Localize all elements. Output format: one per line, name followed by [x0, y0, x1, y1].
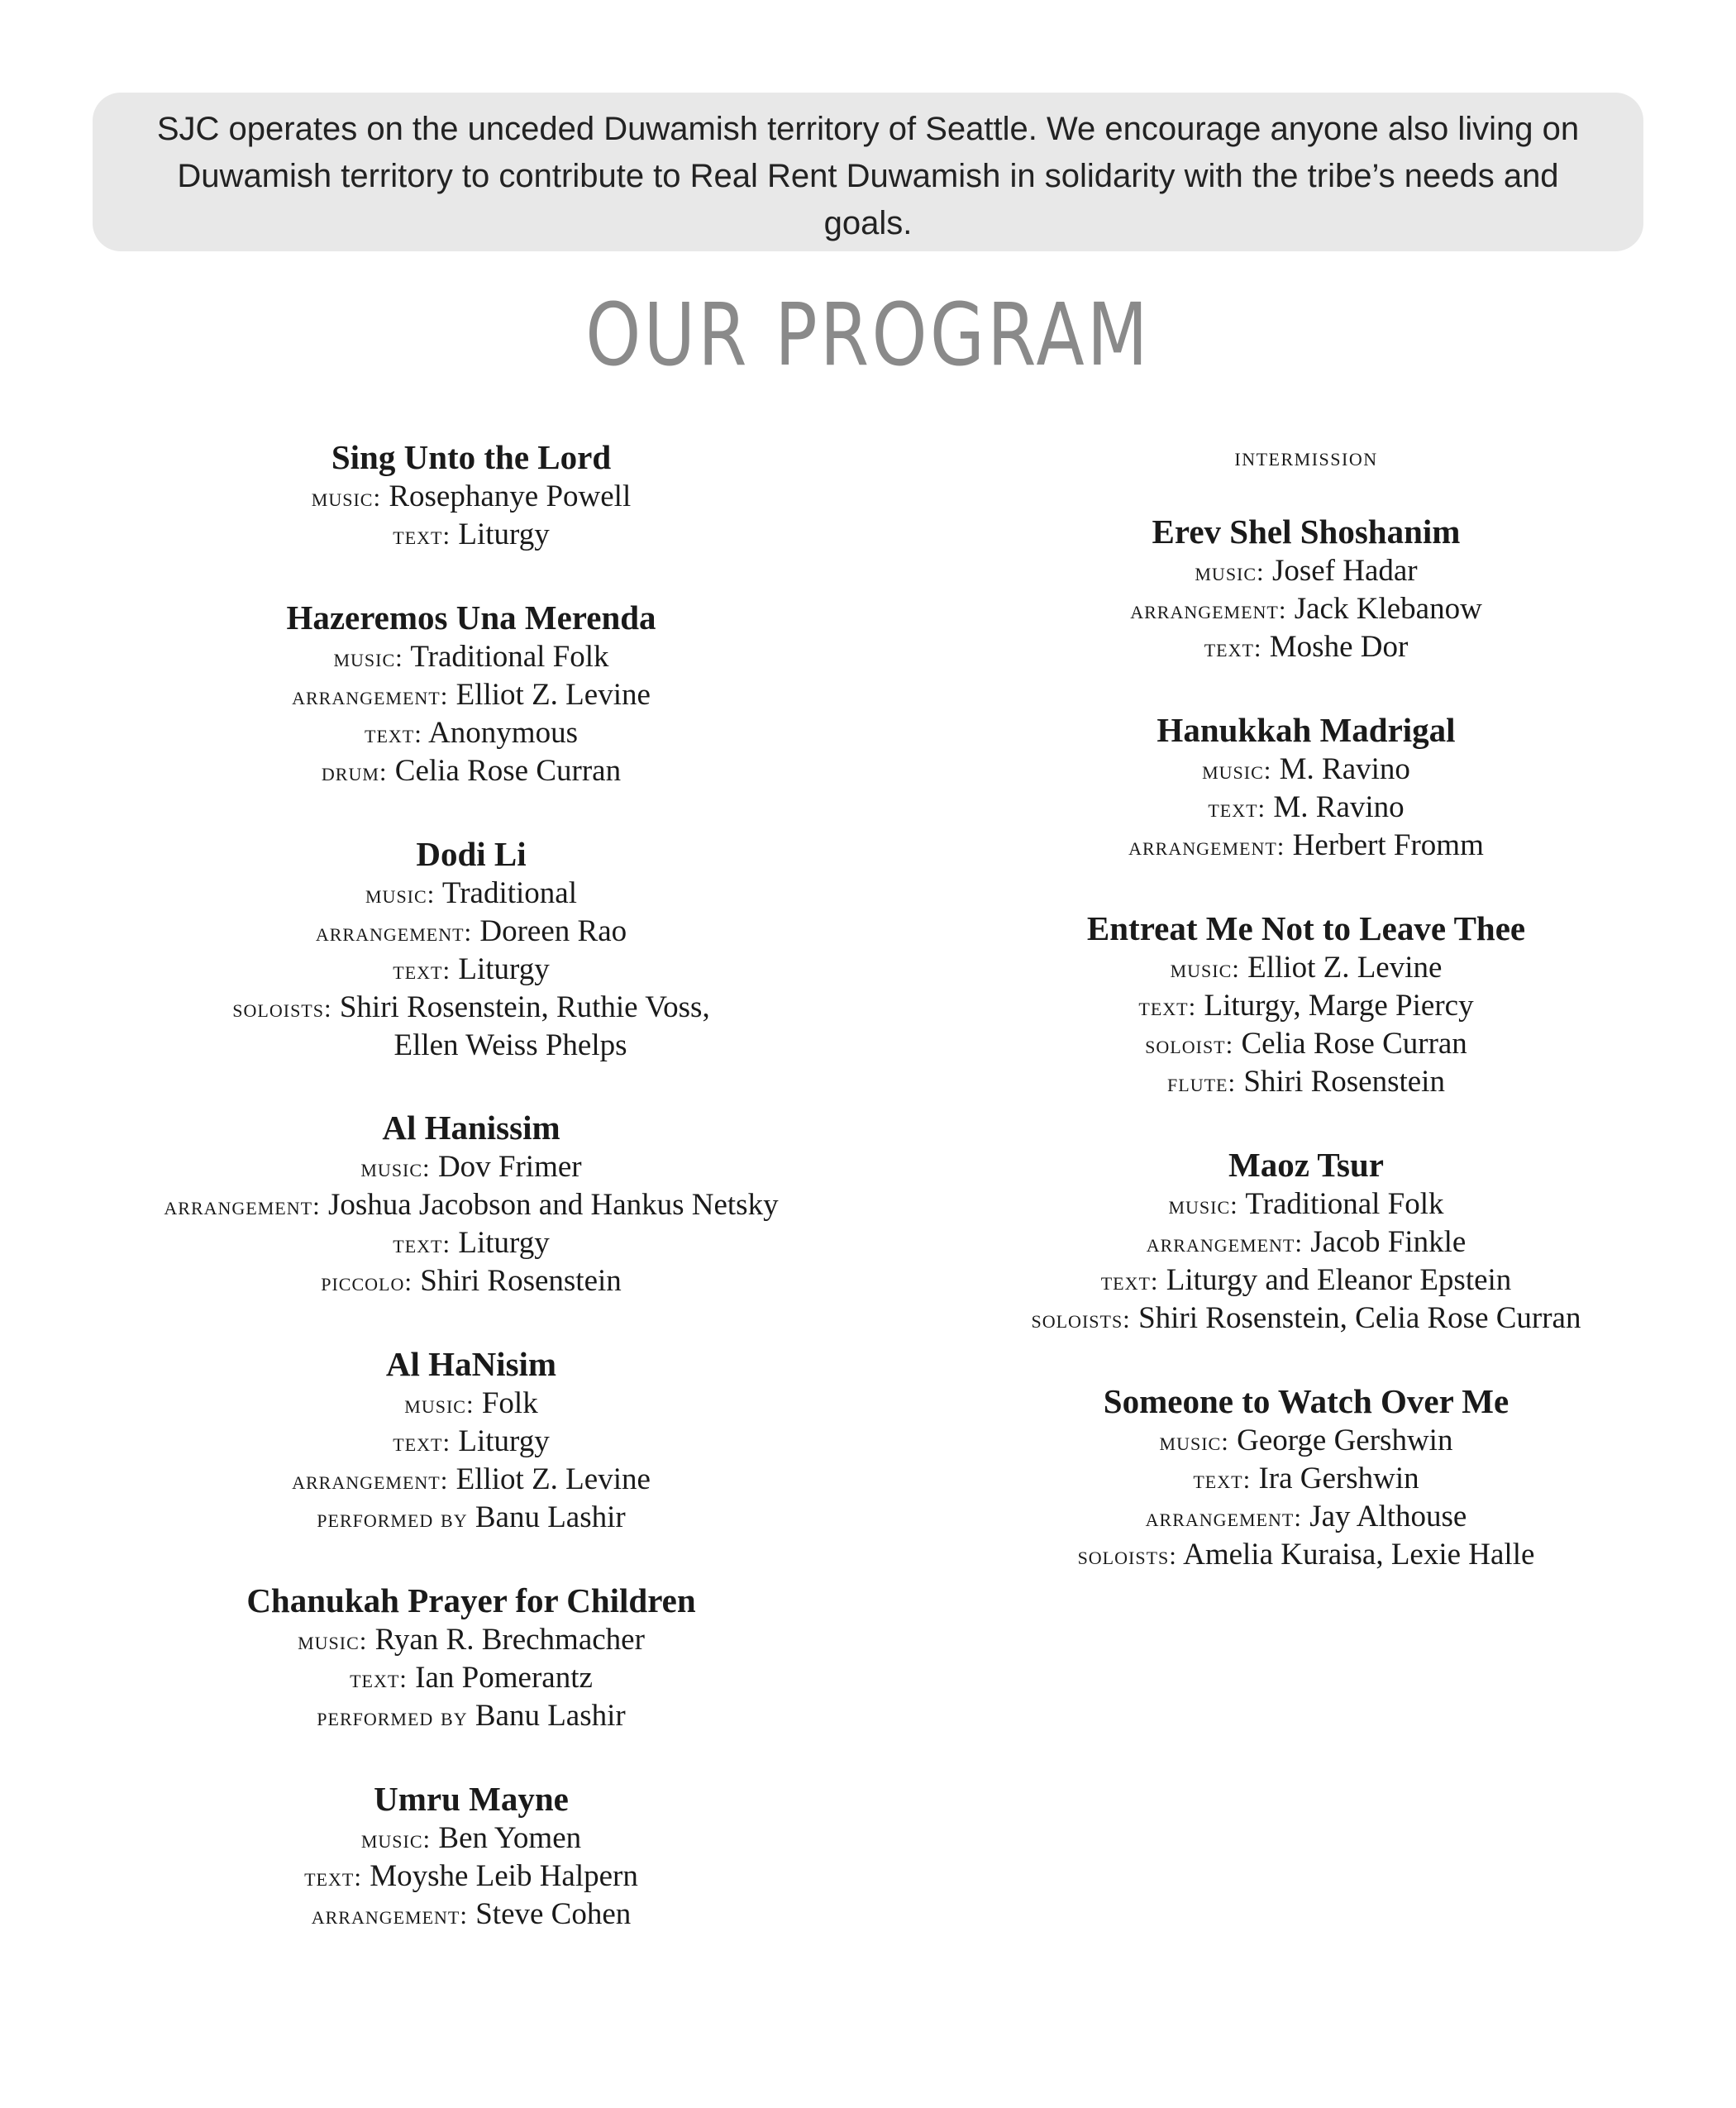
piece-credit [124, 516, 818, 554]
credit-name: Liturgy [458, 1424, 550, 1458]
piece-title: Chanukah Prayer for Children [246, 1581, 696, 1619]
program-piece [124, 1343, 818, 1537]
credit-role: arrangement: [1130, 595, 1287, 624]
piece-credit [124, 638, 818, 676]
piece-title: Al HaNisim [385, 1345, 557, 1383]
piece-credit [124, 1697, 818, 1735]
credit-name: Liturgy [458, 952, 550, 986]
credit-role: soloists: [1031, 1304, 1131, 1333]
credit-role: text: [1204, 633, 1262, 662]
piece-title: Hazeremos Una Merenda [286, 599, 656, 637]
credit-name: Traditional Folk [410, 640, 609, 674]
credit-role: text: [1100, 1266, 1159, 1295]
program-piece [124, 1107, 818, 1300]
credit-name: M. Ravino [1273, 790, 1405, 824]
credit-name: Ira Gershwin [1258, 1462, 1419, 1495]
piece-credit [959, 1536, 1653, 1574]
credit-role: text: [393, 1229, 451, 1258]
credit-role: text: [1138, 992, 1197, 1021]
credit-name: Steve Cohen [475, 1897, 632, 1931]
credit-name: Traditional [441, 876, 577, 910]
credit-name: Joshua Jacobson and Hankus Netsky [327, 1188, 779, 1222]
credit-name: Liturgy [458, 1226, 550, 1260]
credit-role: music: [404, 1390, 475, 1419]
program-piece [124, 1778, 818, 1934]
credit-role: arrangement: [292, 1466, 449, 1495]
piece-title: Entreat Me Not to Leave Thee [1086, 909, 1526, 947]
piece-credit [959, 751, 1653, 789]
credit-name: Liturgy and Eleanor Epstein [1166, 1263, 1512, 1297]
credit-name: Banu Lashir [475, 1699, 626, 1733]
piece-credit [124, 1027, 818, 1064]
piece-credit [124, 1262, 818, 1300]
piece-credit [959, 1300, 1653, 1338]
credit-name: Moyshe Leib Halpern [370, 1859, 638, 1893]
piece-credit [959, 1063, 1653, 1101]
piece-title: Umru Mayne [374, 1780, 569, 1818]
piece-credit [124, 1385, 818, 1423]
credit-role: text: [304, 1862, 362, 1891]
credit-name: Elliot Z. Levine [455, 678, 651, 712]
intermission-label: intermission [1234, 442, 1378, 471]
piece-credit [124, 1659, 818, 1697]
piece-credit [959, 1422, 1653, 1460]
piece-title: Erev Shel Shoshanim [1152, 513, 1461, 551]
piece-credit [959, 1185, 1653, 1223]
credit-name: Ian Pomerantz [415, 1661, 593, 1695]
credit-role: text: [393, 1428, 451, 1457]
credit-role: soloists: [232, 994, 332, 1023]
piece-credit [959, 1025, 1653, 1063]
piece-credit [124, 676, 818, 714]
program-piece [959, 709, 1653, 865]
piece-credit [959, 628, 1653, 666]
credit-role: arrangement: [1128, 832, 1285, 861]
piece-title: Maoz Tsur [1228, 1146, 1384, 1184]
credit-name: Jack Klebanow [1294, 592, 1482, 626]
piece-credit [124, 1186, 818, 1224]
credit-name: Shiri Rosenstein [1243, 1065, 1445, 1099]
credit-role: soloists: [1077, 1541, 1177, 1570]
piece-credit [959, 552, 1653, 590]
credit-role: performed by [317, 1702, 468, 1731]
credit-name: Liturgy [458, 517, 550, 551]
credit-name: Ellen Weiss Phelps [393, 1028, 627, 1062]
piece-title: Hanukkah Madrigal [1157, 711, 1456, 749]
credit-role: arrangement: [315, 918, 473, 947]
credit-name: Doreen Rao [479, 914, 627, 948]
credit-name: Folk [481, 1386, 538, 1420]
program-piece [124, 1580, 818, 1735]
credit-role: music: [298, 1626, 368, 1655]
credit-role: text: [393, 521, 451, 550]
piece-credit [124, 1423, 818, 1461]
piece-credit [124, 1858, 818, 1896]
program-piece [124, 436, 818, 554]
piece-credit [959, 1223, 1653, 1261]
piece-credit [959, 949, 1653, 987]
credit-name: Shiri Rosenstein [420, 1264, 622, 1298]
credit-role: music: [311, 483, 382, 512]
credit-name: Elliot Z. Levine [455, 1462, 651, 1496]
credit-name: Liturgy, Marge Piercy [1204, 989, 1474, 1023]
credit-name: Ben Yomen [438, 1821, 582, 1855]
piece-credit [124, 1896, 818, 1934]
piece-title: Someone to Watch Over Me [1103, 1382, 1509, 1420]
credit-name: Ryan R. Brechmacher [374, 1623, 645, 1657]
program-piece [959, 1381, 1653, 1574]
credit-role: music: [1159, 1427, 1229, 1456]
credit-role: soloist: [1145, 1030, 1234, 1059]
piece-credit [959, 827, 1653, 865]
credit-role: flute: [1167, 1068, 1237, 1097]
credit-name: Celia Rose Curran [1241, 1027, 1467, 1061]
credit-name: Shiri Rosenstein, Celia Rose Curran [1138, 1301, 1581, 1335]
piece-credit [124, 1148, 818, 1186]
credit-role: text: [1208, 794, 1266, 823]
credit-name: Moshe Dor [1269, 630, 1409, 664]
credit-name: Amelia Kuraisa, Lexie Halle [1183, 1538, 1535, 1571]
piece-credit [124, 1461, 818, 1499]
credit-role: text: [350, 1664, 408, 1693]
credit-name: Shiri Rosenstein, Ruthie Voss, [339, 990, 710, 1024]
program-column-right [959, 436, 1653, 1617]
piece-credit [124, 951, 818, 989]
piece-credit [124, 1819, 818, 1858]
piece-credit [124, 1224, 818, 1262]
credit-name: Anonymous [428, 716, 578, 750]
piece-credit [124, 478, 818, 516]
credit-name: Celia Rose Curran [394, 754, 622, 788]
credit-role: music: [1170, 954, 1240, 983]
piece-title: Sing Unto the Lord [331, 438, 612, 476]
credit-role: text: [365, 719, 422, 748]
piece-credit [959, 1460, 1653, 1498]
piece-title: Al Hanissim [382, 1109, 560, 1147]
credit-role: music: [360, 1153, 431, 1182]
piece-credit [124, 913, 818, 951]
credit-role: music: [333, 643, 403, 672]
credit-role: text: [1193, 1465, 1252, 1494]
credit-name: Jay Althouse [1309, 1500, 1467, 1533]
credit-role: arrangement: [311, 1901, 468, 1929]
credit-role: music: [1168, 1190, 1238, 1219]
piece-credit [124, 714, 818, 752]
credit-role: performed by [317, 1504, 468, 1533]
program-piece [959, 1144, 1653, 1338]
program-piece [124, 833, 818, 1064]
program-piece [959, 511, 1653, 666]
credit-role: arrangement: [164, 1191, 321, 1220]
piece-credit [124, 1621, 818, 1659]
credit-name: Traditional Folk [1245, 1187, 1444, 1221]
page-title: OUR PROGRAM [585, 284, 1151, 385]
land-acknowledgement: SJC operates on the unceded Duwamish territory of Seattle. We encourage anyone also living on Duwamish territory to contribute to Real Rent Duwamish in solidarity with the tribe’s needs and goals. [93, 93, 1643, 251]
piece-credit [124, 875, 818, 913]
credit-role: piccolo: [321, 1267, 413, 1296]
credit-name: Dov Frimer [437, 1150, 582, 1184]
credit-role: arrangement: [1145, 1503, 1302, 1532]
credit-name: Herbert Fromm [1292, 828, 1484, 862]
credit-role: music: [360, 1824, 432, 1853]
piece-credit [959, 1261, 1653, 1300]
credit-name: Jacob Finkle [1310, 1225, 1467, 1259]
credit-role: music: [365, 880, 436, 909]
credit-name: Josef Hadar [1271, 554, 1418, 588]
piece-credit [959, 987, 1653, 1025]
piece-credit [959, 789, 1653, 827]
piece-credit [959, 590, 1653, 628]
credit-role: music: [1195, 557, 1265, 586]
credit-name: Banu Lashir [475, 1500, 626, 1534]
program-piece [959, 908, 1653, 1101]
piece-title: Dodi Li [416, 835, 527, 873]
piece-credit [124, 989, 818, 1027]
credit-role: drum: [321, 757, 388, 786]
credit-role: arrangement: [1146, 1228, 1303, 1257]
credit-name: George Gershwin [1237, 1424, 1453, 1457]
program-column-left [124, 436, 818, 1977]
piece-credit [124, 752, 818, 790]
credit-name: M. Ravino [1279, 752, 1410, 786]
piece-credit [124, 1499, 818, 1537]
credit-role: music: [1202, 756, 1272, 785]
credit-role: text: [393, 956, 451, 985]
credit-name: Rosephanye Powell [389, 479, 632, 513]
credit-role: arrangement: [292, 681, 449, 710]
program-piece [124, 597, 818, 790]
piece-credit [959, 1498, 1653, 1536]
credit-name: Elliot Z. Levine [1247, 951, 1443, 985]
